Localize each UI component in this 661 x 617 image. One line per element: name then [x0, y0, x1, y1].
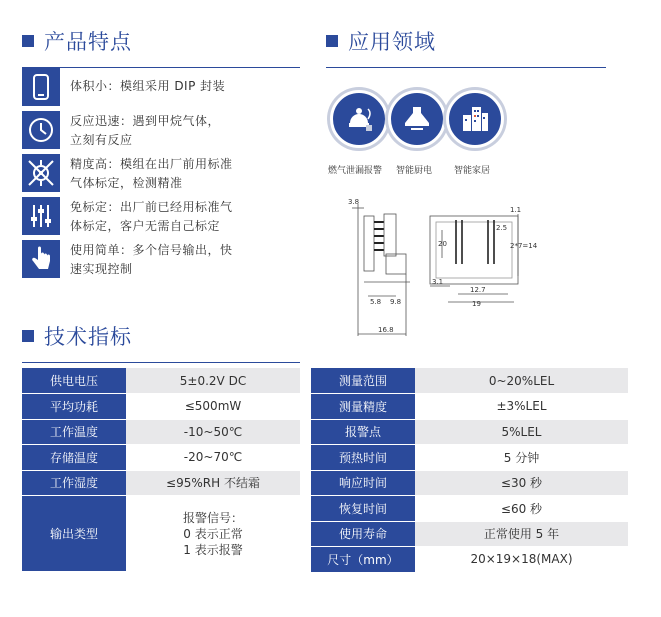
specs-section-title: [22, 323, 300, 363]
title-underline: [326, 67, 606, 68]
dimension-label: 2.5: [496, 224, 508, 232]
dimension-label: 9.8: [390, 298, 402, 306]
table-row: [22, 419, 300, 445]
gas-alarm-icon: [330, 90, 388, 148]
spec-value: -10~50℃: [126, 419, 300, 445]
spec-key: 供电电压: [22, 368, 126, 394]
feature-text: [70, 241, 233, 279]
spec-value: ≤500mW: [126, 394, 300, 420]
features-section-title: [22, 28, 300, 68]
spec-key: 输出类型: [22, 496, 126, 572]
feature-line: 反应迅速：遇到甲烷气体，: [70, 114, 221, 128]
dimension-label: 19: [472, 300, 481, 308]
table-row: [311, 470, 628, 496]
spec-key: 平均功耗: [22, 394, 126, 420]
spec-value-line: 报警信号：: [182, 510, 243, 525]
spec-value: 5±0.2V DC: [126, 368, 300, 394]
table-row: [22, 470, 300, 496]
clock-icon: [22, 111, 60, 149]
application-title-text: 应用领域: [348, 30, 436, 54]
spec-value: ±3%LEL: [415, 394, 628, 420]
feature-line: 气体标定，检测精准: [70, 176, 183, 190]
dimension-drawing: [338, 196, 538, 342]
table-row: [311, 521, 628, 547]
specs-title-text: 技术指标: [44, 325, 132, 349]
specs-table-right: [311, 368, 628, 573]
spec-value: [126, 496, 300, 572]
feature-line: 立刻有反应: [70, 133, 133, 147]
spec-key: 测量范围: [311, 368, 415, 394]
spec-value: ≤95%RH 不结霜: [126, 470, 300, 496]
table-row: [311, 368, 628, 394]
dimension-label: 3.8: [348, 198, 360, 206]
feature-text: [70, 77, 225, 96]
table-row: [22, 394, 300, 420]
specs-table-left: [22, 368, 300, 572]
feature-line: 体积小：模组采用 DIP 封装: [70, 79, 226, 93]
feature-line: 精度高：模组在出厂前用标准: [70, 157, 233, 171]
touch-icon: [22, 240, 60, 278]
table-row: [22, 445, 300, 471]
dimension-label: 12.7: [470, 286, 486, 294]
table-row: [311, 547, 628, 573]
phone-icon: [22, 68, 60, 106]
table-row: [311, 445, 628, 471]
spec-value-line: 1 表示报警: [183, 542, 243, 557]
feature-text: [70, 155, 233, 193]
table-row: [311, 394, 628, 420]
spec-value: -20~70℃: [126, 445, 300, 471]
feature-text: [70, 198, 233, 236]
table-row: [22, 496, 300, 572]
spec-value: 20×19×18(MAX): [415, 547, 628, 573]
spec-key: 恢复时间: [311, 496, 415, 522]
feature-line: 体标定，客户无需自己标定: [70, 219, 221, 233]
feature-text: [70, 112, 220, 150]
range-hood-icon: [388, 90, 446, 148]
smart-home-icon: [446, 90, 504, 148]
spec-key: 工作湿度: [22, 470, 126, 496]
dimension-label: 16.8: [378, 326, 394, 334]
application-icons: [326, 90, 506, 180]
spec-value: ≤30 秒: [415, 470, 628, 496]
feature-line: 使用简单：多个信号输出，快: [70, 243, 233, 257]
title-square-icon: [22, 35, 34, 47]
spec-value: 5%LEL: [415, 419, 628, 445]
spec-key: 预热时间: [311, 445, 415, 471]
feature-item: [22, 154, 302, 192]
dimension-label: 3.1: [432, 278, 444, 286]
dimension-label: 2*7=14: [510, 242, 538, 250]
spec-key: 尺寸（mm）: [311, 547, 415, 573]
spec-key: 工作温度: [22, 419, 126, 445]
title-square-icon: [326, 35, 338, 47]
feature-item: [22, 111, 302, 149]
application-section-title: [326, 28, 606, 68]
spec-key: 报警点: [311, 419, 415, 445]
table-row: [311, 419, 628, 445]
spec-key: 测量精度: [311, 394, 415, 420]
spec-key: 存储温度: [22, 445, 126, 471]
title-underline: [22, 362, 300, 363]
application-label: 燃气泄漏报警: [328, 166, 383, 176]
table-row: [311, 496, 628, 522]
dimension-label: 20: [438, 240, 447, 248]
spec-value: 0~20%LEL: [415, 368, 628, 394]
spec-key: 使用寿命: [311, 521, 415, 547]
feature-item: [22, 240, 302, 278]
feature-line: 速实现控制: [70, 262, 133, 276]
target-icon: [22, 154, 60, 192]
sliders-icon: [22, 197, 60, 235]
title-square-icon: [22, 330, 34, 342]
feature-item: [22, 197, 302, 235]
table-row: [22, 368, 300, 394]
features-title-text: 产品特点: [44, 30, 132, 54]
spec-key: 响应时间: [311, 470, 415, 496]
spec-value: 正常使用 5 年: [415, 521, 628, 547]
spec-value: ≤60 秒: [415, 496, 628, 522]
feature-item: [22, 68, 302, 106]
feature-line: 免标定：出厂前已经用标准气: [70, 200, 233, 214]
dimension-label: 1.1: [510, 206, 522, 214]
spec-value-line: 0 表示正常: [183, 526, 243, 541]
application-label: 智能家居: [454, 166, 491, 176]
spec-value: 5 分钟: [415, 445, 628, 471]
application-label: 智能厨电: [396, 166, 433, 176]
dimension-label: 5.8: [370, 298, 382, 306]
